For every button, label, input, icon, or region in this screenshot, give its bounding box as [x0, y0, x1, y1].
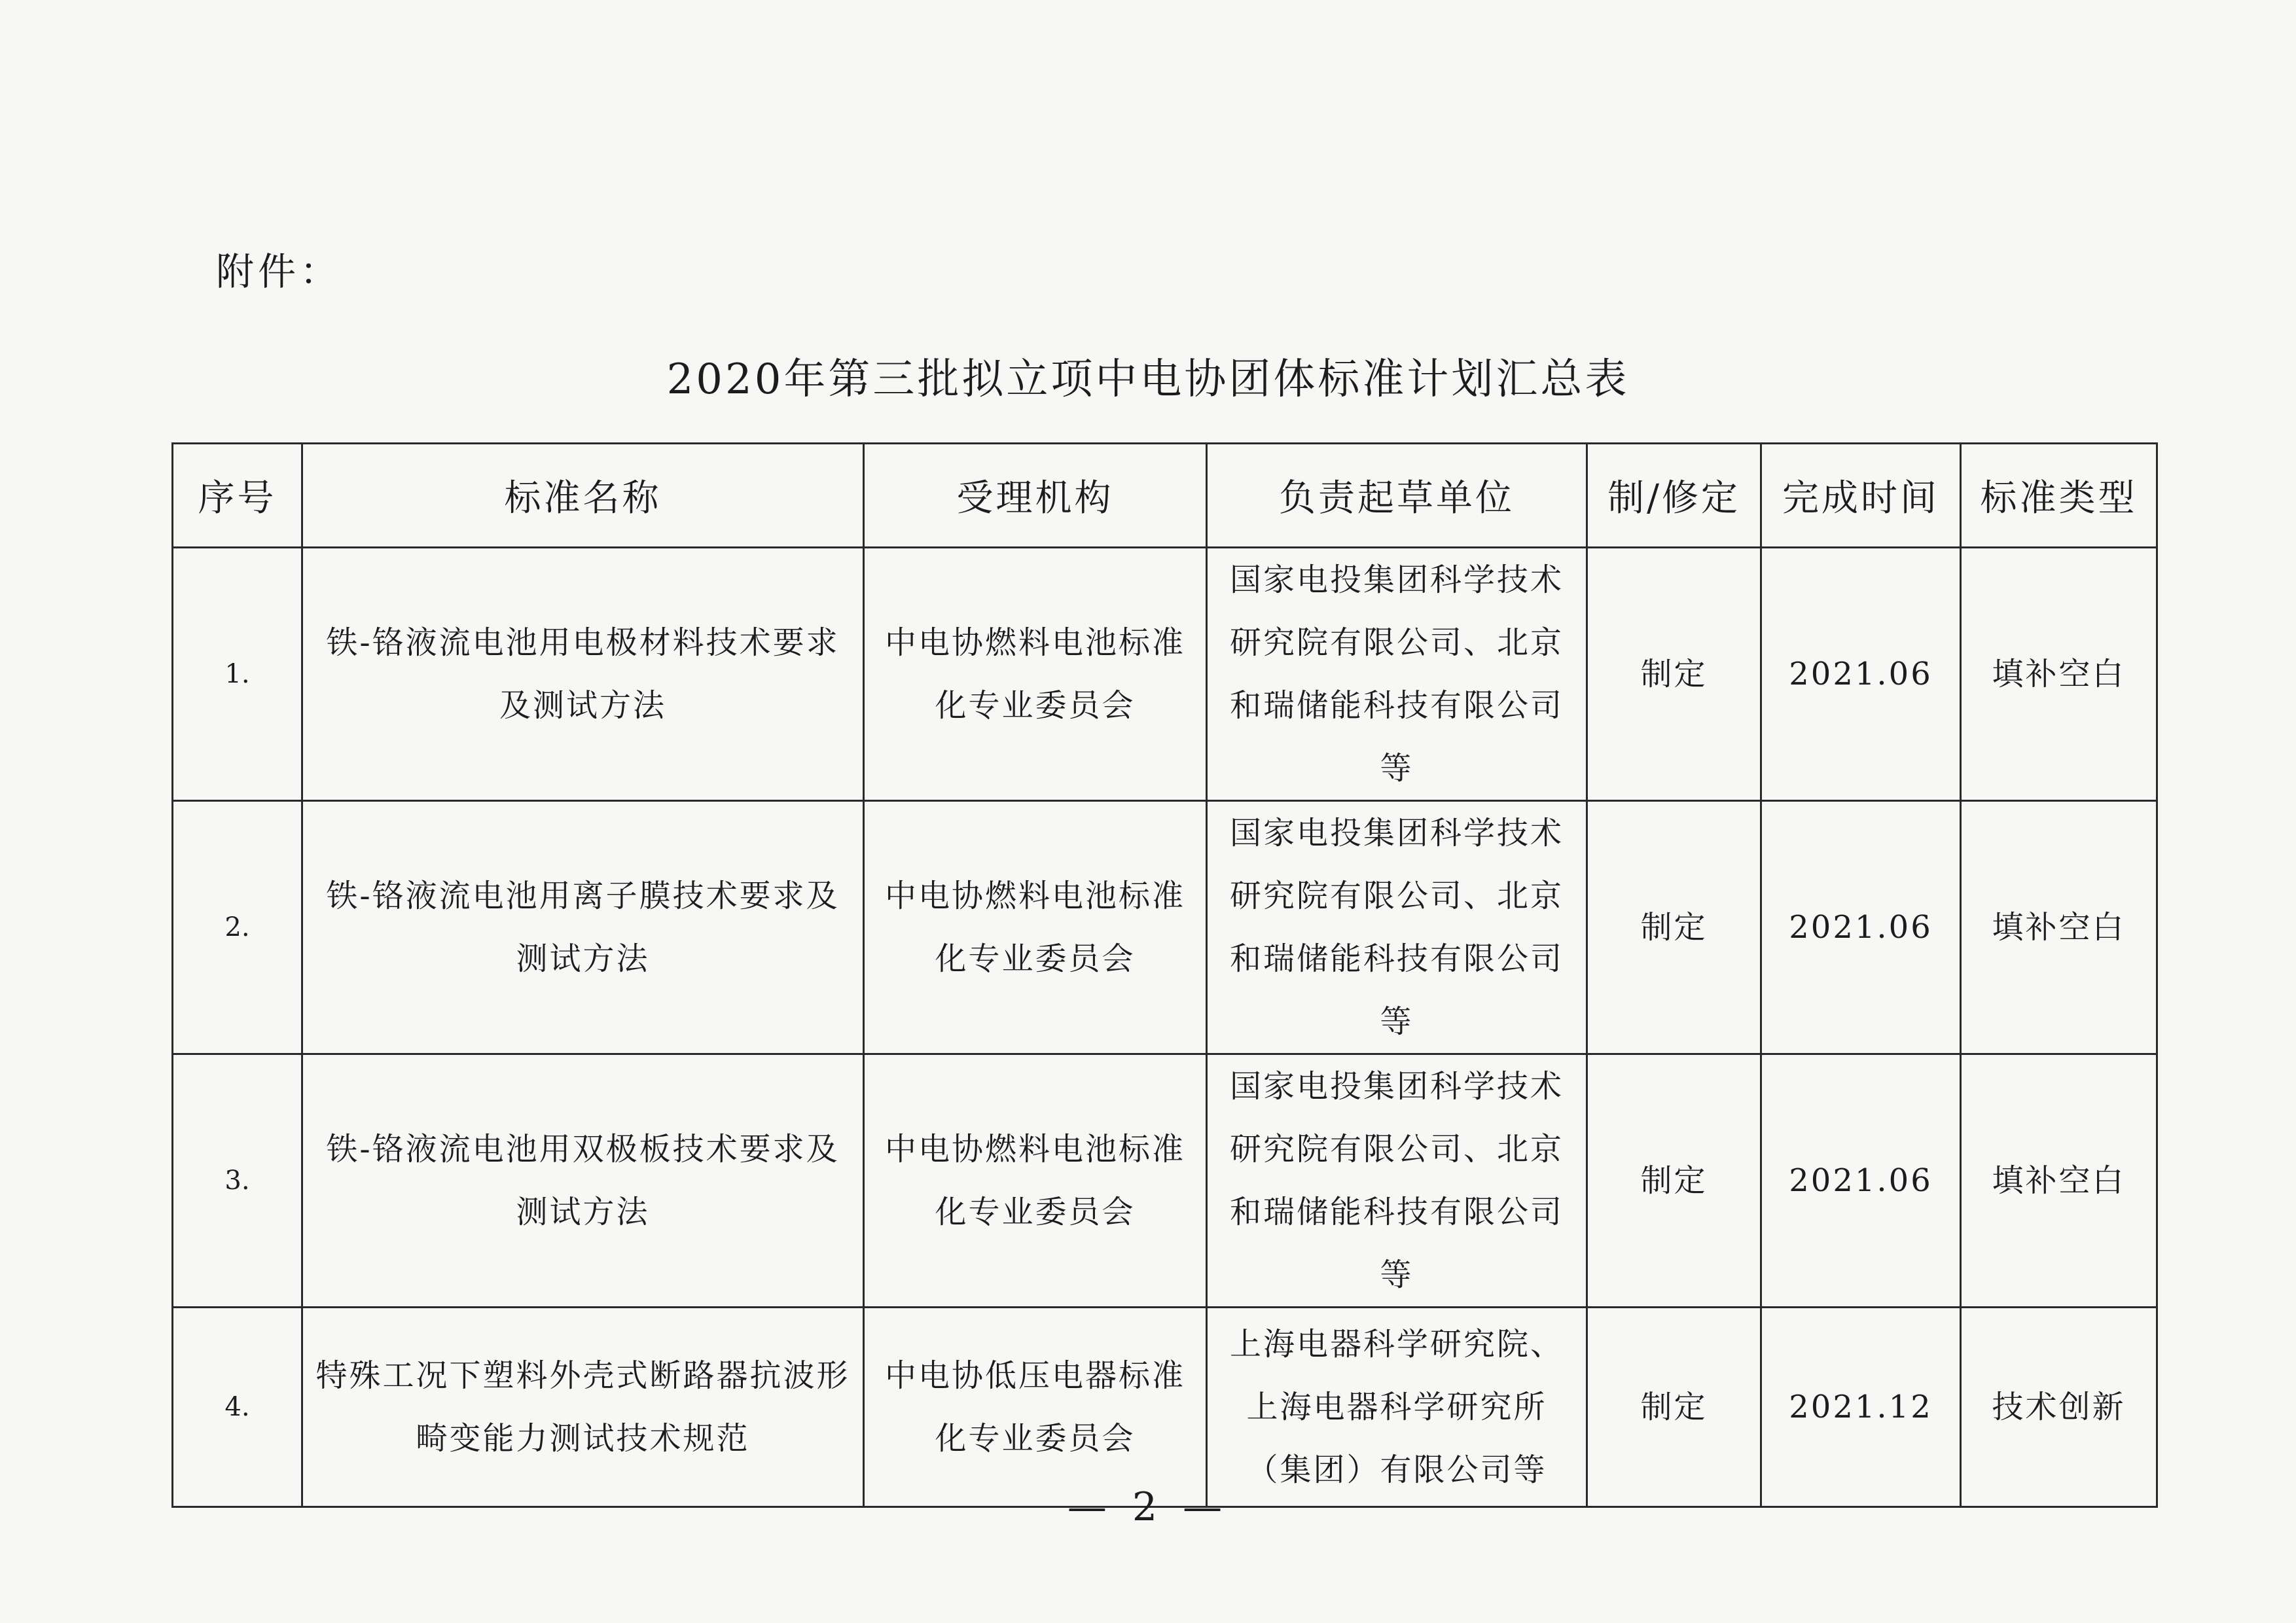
header-type: 标准类型 [1961, 444, 2157, 548]
cell-standard-name: 铁-铬液流电池用离子膜技术要求及测试方法 [302, 801, 864, 1054]
cell-agency: 中电协燃料电池标准化专业委员会 [864, 1054, 1207, 1308]
cell-revision: 制定 [1587, 1054, 1761, 1308]
cell-standard-name: 铁-铬液流电池用双极板技术要求及测试方法 [302, 1054, 864, 1308]
header-standard-name: 标准名称 [302, 444, 864, 548]
header-completion: 完成时间 [1761, 444, 1961, 548]
cell-completion: 2021.12 [1761, 1308, 1961, 1507]
header-agency: 受理机构 [864, 444, 1207, 548]
cell-agency: 中电协燃料电池标准化专业委员会 [864, 801, 1207, 1054]
header-revision: 制/修定 [1587, 444, 1761, 548]
standards-plan-table [171, 442, 2158, 1508]
table-row [173, 1308, 2157, 1507]
cell-seq: 2. [173, 801, 302, 1054]
cell-seq: 3. [173, 1054, 302, 1308]
header-drafter: 负责起草单位 [1207, 444, 1587, 548]
cell-agency: 中电协燃料电池标准化专业委员会 [864, 548, 1207, 801]
cell-standard-name: 铁-铬液流电池用电极材料技术要求及测试方法 [302, 548, 864, 801]
cell-standard-name: 特殊工况下塑料外壳式断路器抗波形畸变能力测试技术规范 [302, 1308, 864, 1507]
cell-completion: 2021.06 [1761, 801, 1961, 1054]
cell-drafter: 国家电投集团科学技术研究院有限公司、北京和瑞储能科技有限公司等 [1207, 1054, 1587, 1308]
cell-seq: 4. [173, 1308, 302, 1507]
cell-type: 填补空白 [1961, 801, 2157, 1054]
document-title: 2020年第三批拟立项中电协团体标准计划汇总表 [666, 355, 1630, 404]
cell-revision: 制定 [1587, 1308, 1761, 1507]
table-row [173, 801, 2157, 1054]
table-header-row [173, 444, 2157, 548]
cell-completion: 2021.06 [1761, 1054, 1961, 1308]
cell-type: 技术创新 [1961, 1308, 2157, 1507]
cell-revision: 制定 [1587, 801, 1761, 1054]
cell-completion: 2021.06 [1761, 548, 1961, 801]
header-seq: 序号 [173, 444, 302, 548]
cell-agency: 中电协低压电器标准化专业委员会 [864, 1308, 1207, 1507]
cell-drafter: 国家电投集团科学技术研究院有限公司、北京和瑞储能科技有限公司等 [1207, 548, 1587, 801]
cell-drafter: 上海电器科学研究院、上海电器科学研究所（集团）有限公司等 [1207, 1308, 1587, 1507]
cell-type: 填补空白 [1961, 548, 2157, 801]
table-row [173, 1054, 2157, 1308]
attachment-label: 附件： [216, 249, 342, 294]
cell-revision: 制定 [1587, 548, 1761, 801]
page-number: — 2 — [1067, 1484, 1229, 1530]
table-row [173, 548, 2157, 801]
cell-drafter: 国家电投集团科学技术研究院有限公司、北京和瑞储能科技有限公司等 [1207, 801, 1587, 1054]
cell-seq: 1. [173, 548, 302, 801]
cell-type: 填补空白 [1961, 1054, 2157, 1308]
